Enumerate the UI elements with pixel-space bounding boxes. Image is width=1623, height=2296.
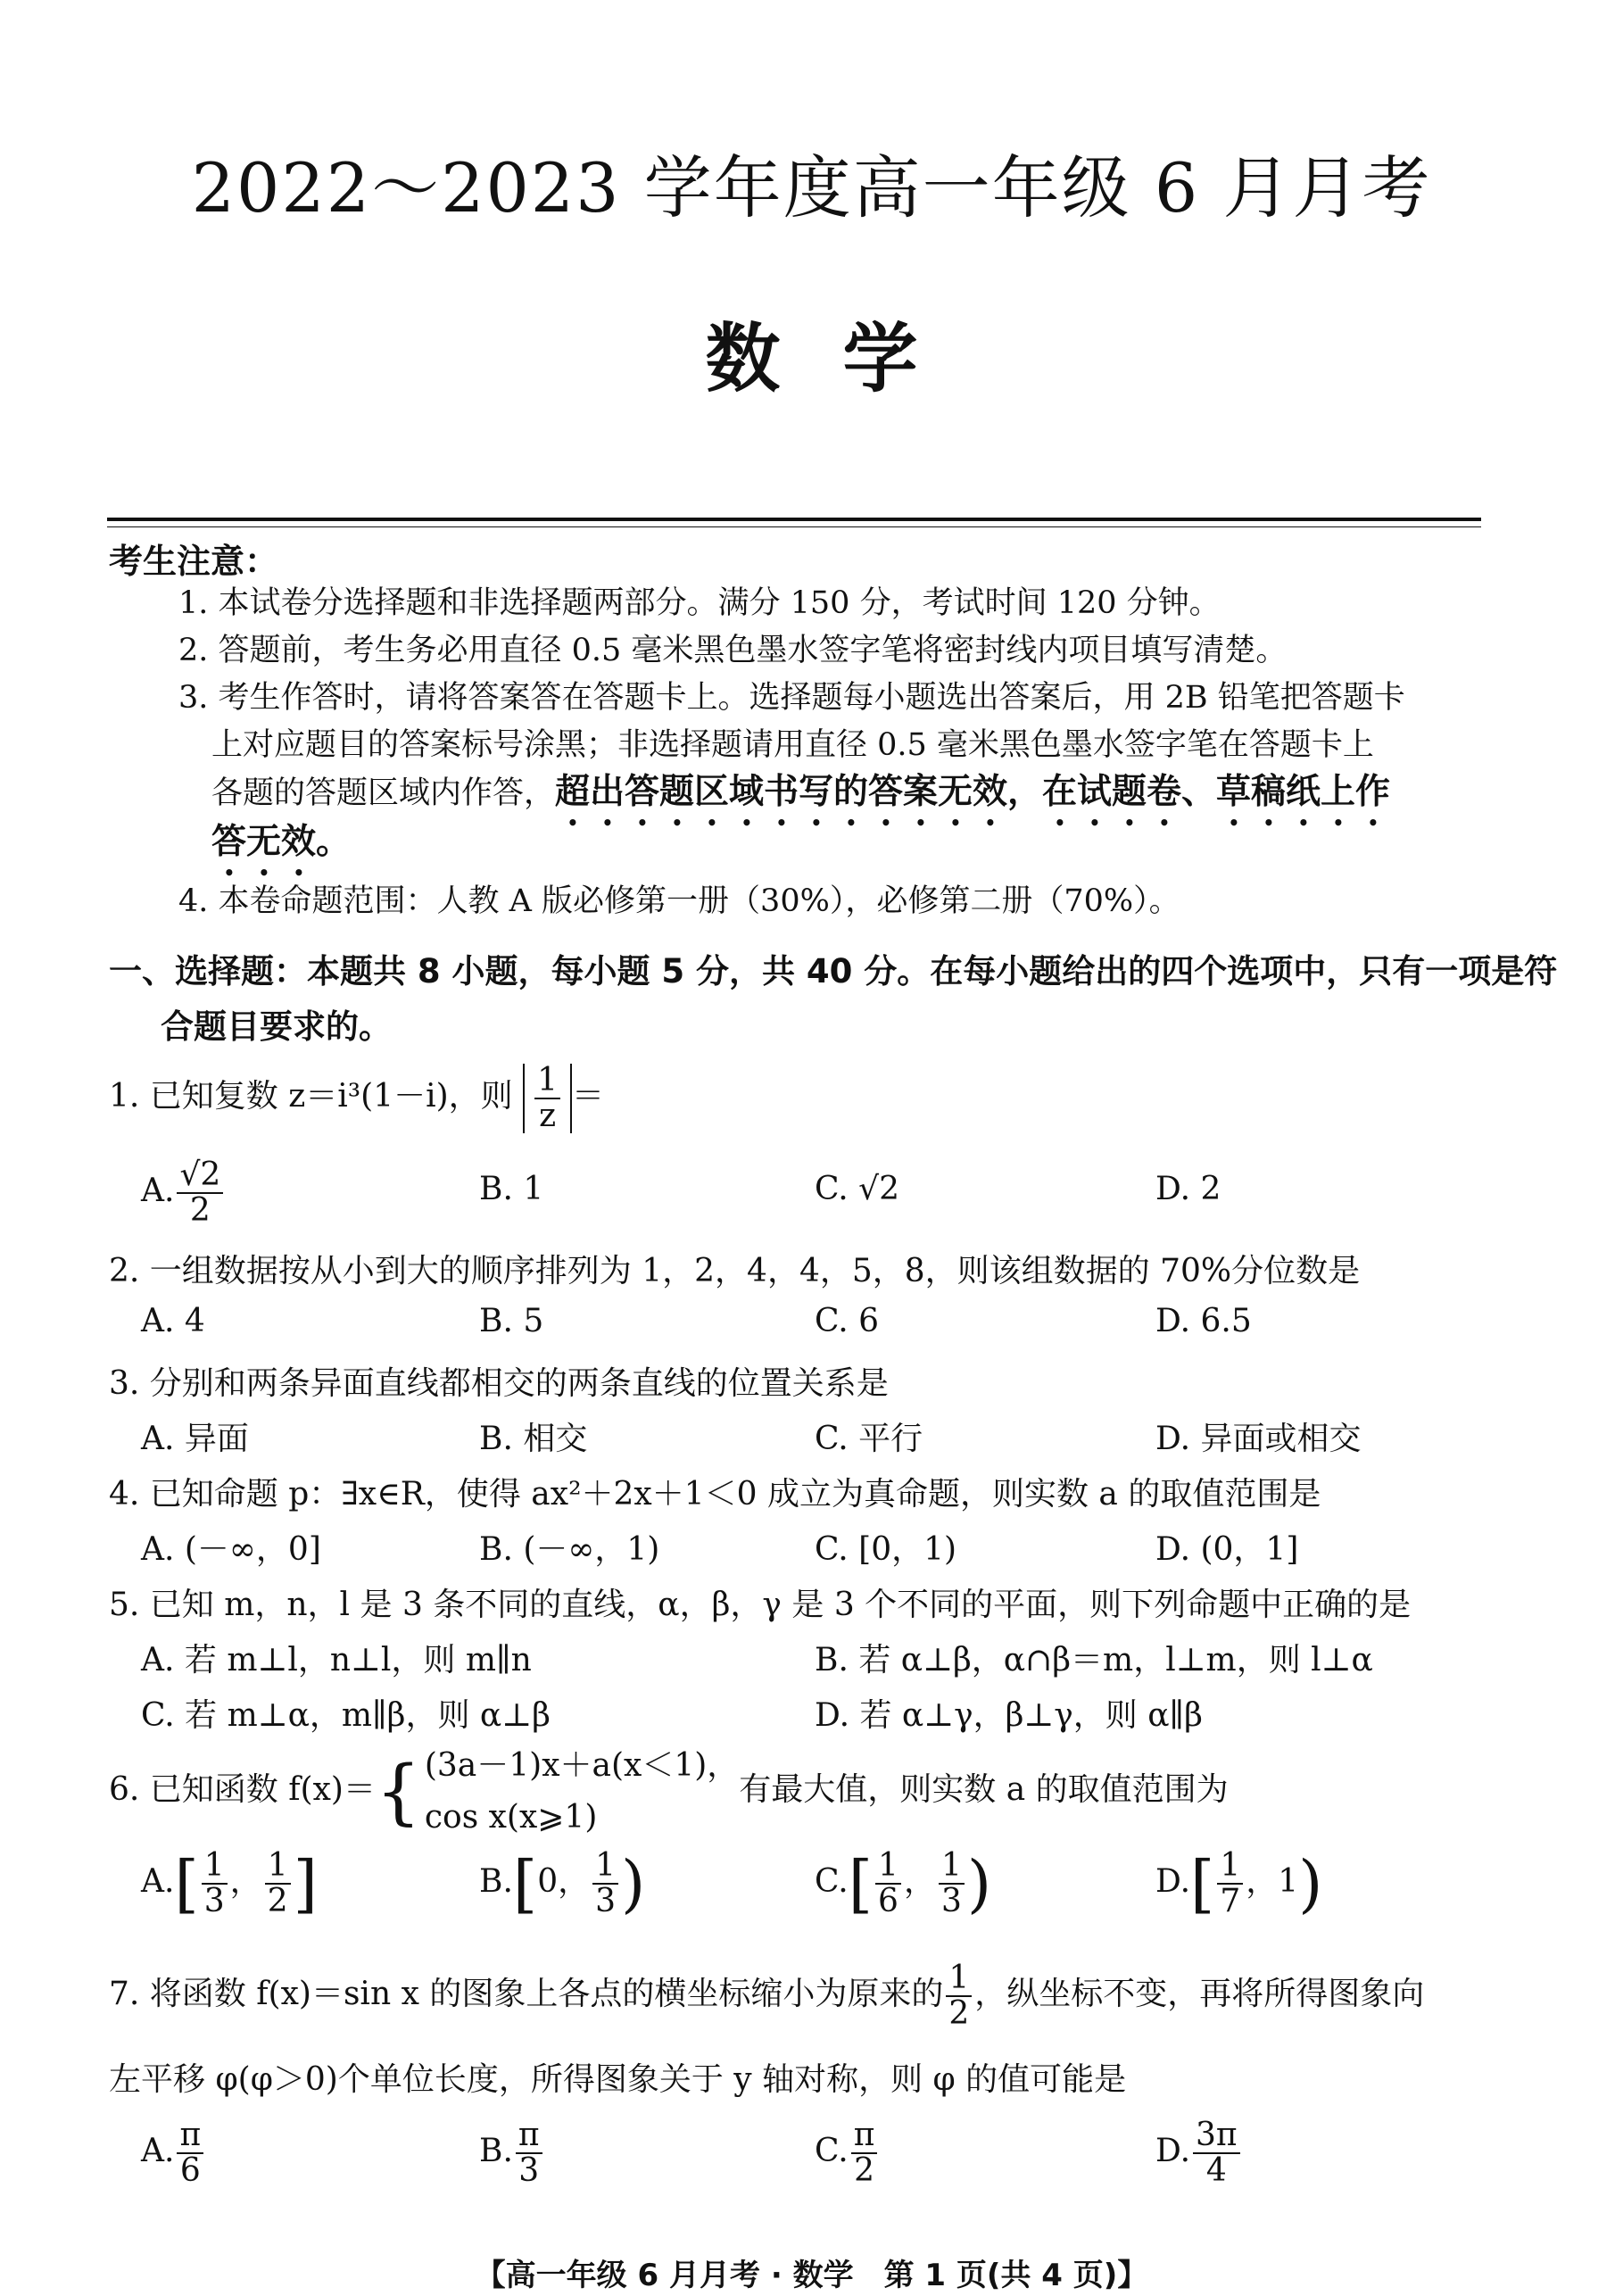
notice-item-3-cont: 上对应题目的答案标号涂黑；非选择题请用直径 0.5 毫米黑色墨水签字笔在答题卡上: [211, 727, 1374, 763]
page-footer: 【高一年级 6 月月考 · 数学 第 1 页(共 4 页)】: [475, 2258, 1148, 2293]
notice-emphasis: 超出答题区域书写的答案无效，在试题卷、草稿纸上作: [555, 772, 1391, 812]
header-rule-thick: [107, 518, 1481, 521]
q3-option-c: C. 平行: [815, 1421, 923, 1457]
q1-option-a: A. $\frac{√2}{2}$: [141, 1158, 226, 1228]
question-7: 7. 将函数 f(x)＝sin x 的图象上各点的横坐标缩小为原来的 $\frac{1}{2}$ ，纵坐标不变，再将所得图象向: [109, 1960, 1425, 2032]
q2-option-c: C. 6: [815, 1303, 880, 1339]
question-5: 5. 已知 m，n，l 是 3 条不同的直线，α，β，γ 是 3 个不同的平面，则下列命题中正确的是: [109, 1587, 1412, 1623]
q6-tail: 有最大值，则实数 a 的取值范围为: [739, 1771, 1229, 1808]
question-1: 1. 已知复数 z＝i³(1－i)，则 $\frac{1}{z}$ ＝: [109, 1062, 605, 1134]
exam-title: 2022～2023 学年度高一年级 6 月月考: [191, 148, 1432, 228]
q7-option-b: B. $\frac{\pi}{3}$: [479, 2118, 545, 2188]
question-2: 2. 一组数据按从小到大的顺序排列为 1，2，4，4，5，8，则该组数据的 70%分位数是: [109, 1253, 1361, 1289]
q7-option-a: A. $\frac{\pi}{6}$: [141, 2118, 206, 2188]
q4-option-b: B. (－∞，1): [479, 1531, 660, 1568]
q5-option-a: A. 若 m⊥l，n⊥l，则 m∥n: [141, 1642, 532, 1678]
notice-item-1: 1. 本试卷分选择题和非选择题两部分。满分 150 分，考试时间 120 分钟。: [178, 585, 1221, 621]
question-7-cont: 左平移 φ(φ＞0)个单位长度，所得图象关于 y 轴对称，则 φ 的值可能是: [109, 2061, 1127, 2098]
q4-option-d: D. (0，1]: [1155, 1531, 1299, 1568]
question-4: 4. 已知命题 p：∃x∈R，使得 ax²＋2x＋1＜0 成立为真命题，则实数 a 的取值范围是: [109, 1476, 1321, 1513]
notice-item-4: 4. 本卷命题范围：人教 A 版必修第一册（30%），必修第二册（70%）。: [178, 883, 1180, 919]
question-3: 3. 分别和两条异面直线都相交的两条直线的位置关系是: [109, 1365, 889, 1402]
q1-option-b: B. 1: [479, 1171, 544, 1207]
notice-title: 考生注意：: [109, 542, 279, 581]
q1-option-c: C. √2: [815, 1171, 899, 1207]
q7-stem: 7. 将函数 f(x)＝sin x 的图象上各点的横坐标缩小为原来的: [109, 1975, 944, 2012]
piecewise-cases: (3a－1)x＋a(x＜1)， cos x(x⩾1): [424, 1747, 740, 1836]
q1-option-d: D. 2: [1155, 1171, 1221, 1207]
q2-option-d: D. 6.5: [1155, 1303, 1252, 1339]
q2-option-a: A. 4: [141, 1303, 205, 1339]
header-rule-thin: [107, 526, 1481, 527]
notice-emphasis-end: 答无效。: [211, 822, 352, 862]
q2-option-b: B. 5: [479, 1303, 544, 1339]
q6-stem: 6. 已知函数 f(x)＝: [109, 1771, 376, 1808]
q6-option-b: B.[0， $\frac{1}{3}$ ): [479, 1847, 646, 1920]
q4-option-a: A. (－∞，0]: [141, 1531, 321, 1568]
q3-option-d: D. 异面或相交: [1155, 1421, 1362, 1457]
question-6: [109, 1740, 1229, 1844]
q6-option-a: A.[ $\frac{1}{3}$ ， $\frac{1}{2}$ ]: [141, 1847, 318, 1920]
q5-option-d: D. 若 α⊥γ，β⊥γ，则 α∥β: [815, 1697, 1203, 1734]
q6-option-d: D.[ $\frac{1}{7}$ ，1): [1155, 1847, 1323, 1920]
q4-option-c: C. [0，1): [815, 1531, 957, 1568]
q1-stem: 1. 已知复数 z＝i³(1－i)，则: [109, 1077, 513, 1115]
q5-option-c: C. 若 m⊥α，m∥β，则 α⊥β: [141, 1697, 551, 1734]
notice-item-3: 3. 考生作答时，请将答案答在答题卡上。选择题每小题选出答案后，用 2B 铅笔把答题卡: [178, 680, 1405, 716]
q3-option-b: B. 相交: [479, 1421, 588, 1457]
q7-option-c: C. $\frac{\pi}{2}$: [815, 2118, 880, 2188]
q3-option-a: A. 异面: [141, 1421, 249, 1457]
notice-item-3-text: 各题的答题区域内作答，: [211, 775, 556, 811]
notice-item-2: 2. 答题前，考生务必用直径 0.5 毫米黑色墨水签字笔将密封线内项目填写清楚。: [178, 633, 1288, 668]
notice-item-3-cont2: [211, 769, 1390, 833]
section-heading: 一、选择题：本题共 8 小题，每小题 5 分，共 40 分。在每小题给出的四个选项中，只有一项是符: [109, 952, 1558, 991]
q6-option-c: C.[ $\frac{1}{6}$ ， $\frac{1}{3}$ ): [815, 1847, 992, 1920]
section-heading-cont: 合题目要求的。: [161, 1007, 392, 1046]
q7-option-d: D. $\frac{3\pi}{4}$: [1155, 2118, 1243, 2188]
q5-option-b: B. 若 α⊥β，α∩β＝m，l⊥m，则 l⊥α: [815, 1642, 1373, 1678]
piecewise-brace: {: [375, 1750, 421, 1833]
subject-title: 数学: [705, 315, 981, 402]
notice-item-3-end: [211, 819, 351, 883]
q1-abs: $\frac{1}{z}$: [523, 1064, 572, 1133]
